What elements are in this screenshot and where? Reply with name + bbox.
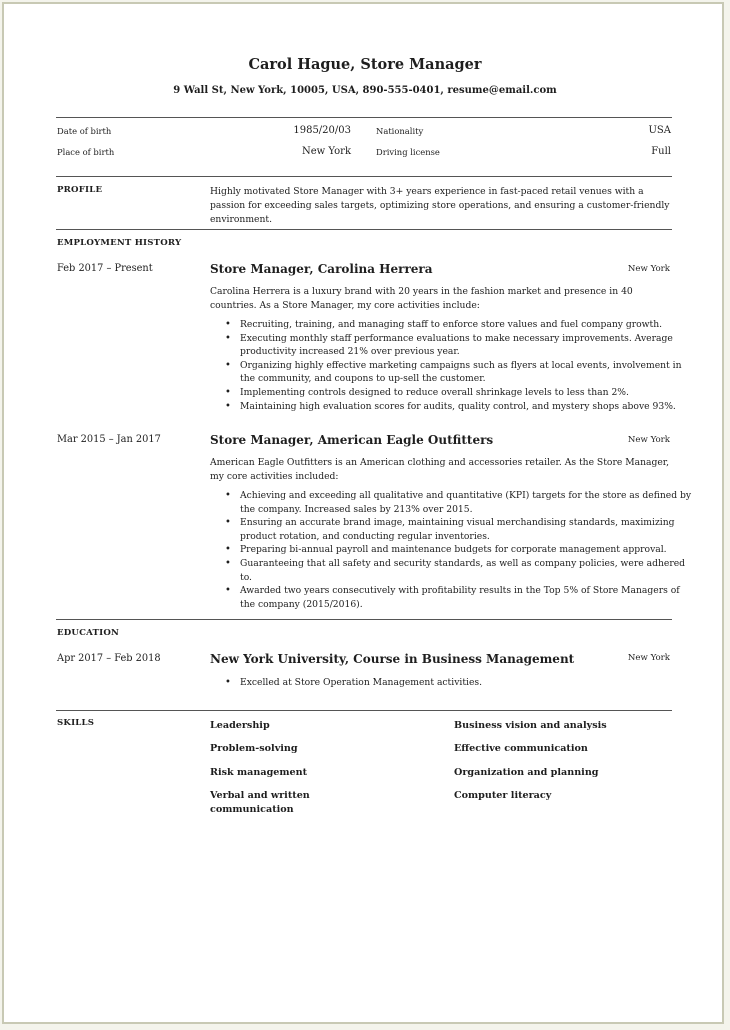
list-item: • Recruiting, training, and managing staff to enforce store values and fuel company growth. (240, 318, 692, 332)
education-dates: Apr 2017 – Feb 2018 (57, 653, 161, 664)
list-item: • Achieving and exceeding all qualitative and quantitative (KPI) targets for the store as defined by the company. Increased sales by 213% over 2015. (240, 489, 692, 516)
divider (56, 176, 672, 177)
driving-license-value: Full (651, 146, 671, 157)
job-1-city: New York (627, 264, 670, 274)
profile-text: Highly motivated Store Manager with 3+ years experience in fast-paced retail venues with a passion for exceeding sales targets, optimizing store operations, and ensuring a customer-friendly environment. (210, 186, 670, 225)
job-2-city: New York (627, 435, 670, 445)
skill-item: Organization and planning (454, 767, 599, 778)
education-bullet-list (222, 676, 692, 690)
pob-label: Place of birth (57, 147, 115, 157)
job-2-bullet-list (222, 489, 692, 611)
job-1-description: Carolina Herrera is a luxury brand with 20 years in the fashion market and presence in 40 countries. As a Store Manager, my core activities include: (210, 286, 633, 311)
resume-name-title: Carol Hague, Store Manager (248, 56, 482, 73)
education-city: New York (627, 653, 670, 663)
dob-label: Date of birth (57, 126, 112, 136)
contact-line: 9 Wall St, New York, 10005, USA, 890-555-0401, resume@email.com (173, 85, 557, 96)
list-item: • Awarded two years consecutively with profitability results in the Top 5% of Store Managers of the company (2015/2016). (240, 584, 692, 611)
job-2-dates: Mar 2015 – Jan 2017 (57, 434, 161, 445)
job-1-title: Store Manager, Carolina Herrera (210, 262, 433, 276)
list-item: • Excelled at Store Operation Management activities. (240, 676, 692, 690)
divider (56, 710, 672, 711)
divider (56, 117, 672, 118)
nationality-value: USA (648, 125, 671, 136)
job-2-title: Store Manager, American Eagle Outfitters (210, 433, 494, 447)
skill-item: Effective communication (454, 743, 588, 754)
driving-license-label: Driving license (376, 147, 440, 157)
pob-value: New York (302, 146, 351, 157)
skill-item: Computer literacy (454, 790, 552, 801)
list-item: • Implementing controls designed to reduce overall shrinkage levels to less than 2%. (240, 386, 692, 400)
skill-item: Verbal and written communication (210, 790, 310, 815)
job-1-dates: Feb 2017 – Present (57, 263, 153, 274)
list-item: • Maintaining high evaluation scores for audits, quality control, and mystery shops above 93%. (240, 400, 692, 414)
list-item: • Executing monthly staff performance evaluations to make necessary improvements. Average productivity increased 21% over previous year. (240, 332, 692, 359)
divider (56, 619, 672, 620)
nationality-label: Nationality (376, 126, 424, 136)
divider (56, 229, 672, 230)
list-item: • Guaranteeing that all safety and security standards, as well as company policies, were adhered to. (240, 557, 692, 584)
skill-item: Problem-solving (210, 743, 298, 754)
skill-item: Risk management (210, 767, 308, 778)
education-heading: EDUCATION (57, 628, 120, 638)
skill-item: Leadership (210, 720, 270, 731)
job-2-description: American Eagle Outfitters is an American clothing and accessories retailer. As the Store Manager, my core activities included: (210, 457, 670, 482)
list-item: • Organizing highly effective marketing campaigns such as flyers at local events, involvement in the community, and coupons to up-sell the customer. (240, 359, 692, 386)
employment-heading: EMPLOYMENT HISTORY (57, 238, 182, 248)
education-title: New York University, Course in Business Management (210, 652, 575, 666)
skills-heading: SKILLS (57, 718, 95, 728)
job-1-bullet-list (222, 318, 692, 413)
list-item: • Ensuring an accurate brand image, maintaining visual merchandising standards, maximizing product rotation, and conducting regular inventories. (240, 516, 692, 543)
skill-item: Business vision and analysis (454, 720, 607, 731)
list-item: • Preparing bi-annual payroll and maintenance budgets for corporate management approval. (240, 543, 692, 557)
profile-heading: PROFILE (57, 185, 103, 195)
dob-value: 1985/20/03 (293, 125, 351, 136)
